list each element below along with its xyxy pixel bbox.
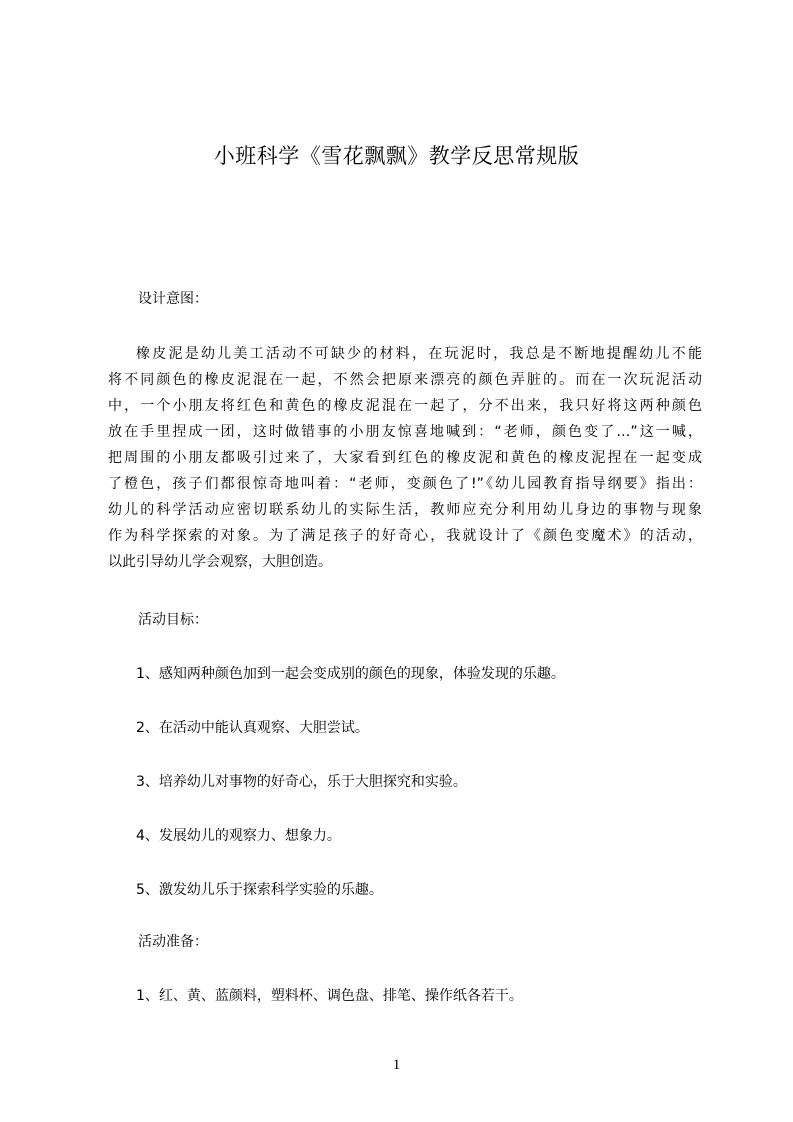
paragraph-line: 放在手里捏成一团，这时做错事的小朋友惊喜地喊到：“老师，颜色变了…”这一喊， [108, 424, 702, 440]
page-number: 1 [392, 1057, 401, 1073]
paragraph-line: 中，一个小朋友将红色和黄色的橡皮泥混在一起了，分不出来，我只好将这两种颜色 [108, 398, 702, 414]
paragraph-line: 把周围的小朋友都吸引过来了，大家看到红色的橡皮泥和黄色的橡皮泥捏在一起变成 [108, 450, 702, 466]
goals-heading: 活动目标： [138, 612, 208, 628]
list-item: 1、红、黄、蓝颜料，塑料杯、调色盘、排笔、操作纸各若干。 [136, 988, 523, 1004]
document-title: 小班科学《雪花飘飘》教学反思常规版 [213, 144, 580, 168]
list-item: 3、培养幼儿对事物的好奇心，乐于大胆探究和实验。 [136, 774, 467, 790]
list-item: 5、激发幼儿乐于探索科学实验的乐趣。 [136, 882, 383, 898]
design-intent-heading: 设计意图： [138, 291, 208, 307]
paragraph-line: 将不同颜色的橡皮泥混在一起，不然会把原来漂亮的颜色弄脏的。而在一次玩泥活动 [108, 372, 702, 388]
list-item: 2、在活动中能认真观察、大胆尝试。 [136, 720, 369, 736]
list-item: 4、发展幼儿的观察力、想象力。 [136, 828, 341, 844]
preparation-heading: 活动准备： [138, 934, 208, 950]
list-item: 1、感知两种颜色加到一起会变成别的颜色的现象，体验发现的乐趣。 [136, 666, 565, 682]
paragraph-line: 作为科学探索的对象。为了满足孩子的好奇心，我就设计了《颜色变魔术》的活动， [108, 528, 702, 544]
paragraph-line: 了橙色，孩子们都很惊奇地叫着：“老师，变颜色了!”《幼儿园教育指导纲要》指出： [108, 476, 702, 492]
paragraph-line: 橡皮泥是幼儿美工活动不可缺少的材料，在玩泥时，我总是不断地提醒幼儿不能 [136, 346, 702, 362]
paragraph-line: 幼儿的科学活动应密切联系幼儿的实际生活，教师应充分利用幼儿身边的事物与现象 [108, 502, 702, 518]
paragraph-line: 以此引导幼儿学会观察，大胆创造。 [108, 554, 332, 570]
